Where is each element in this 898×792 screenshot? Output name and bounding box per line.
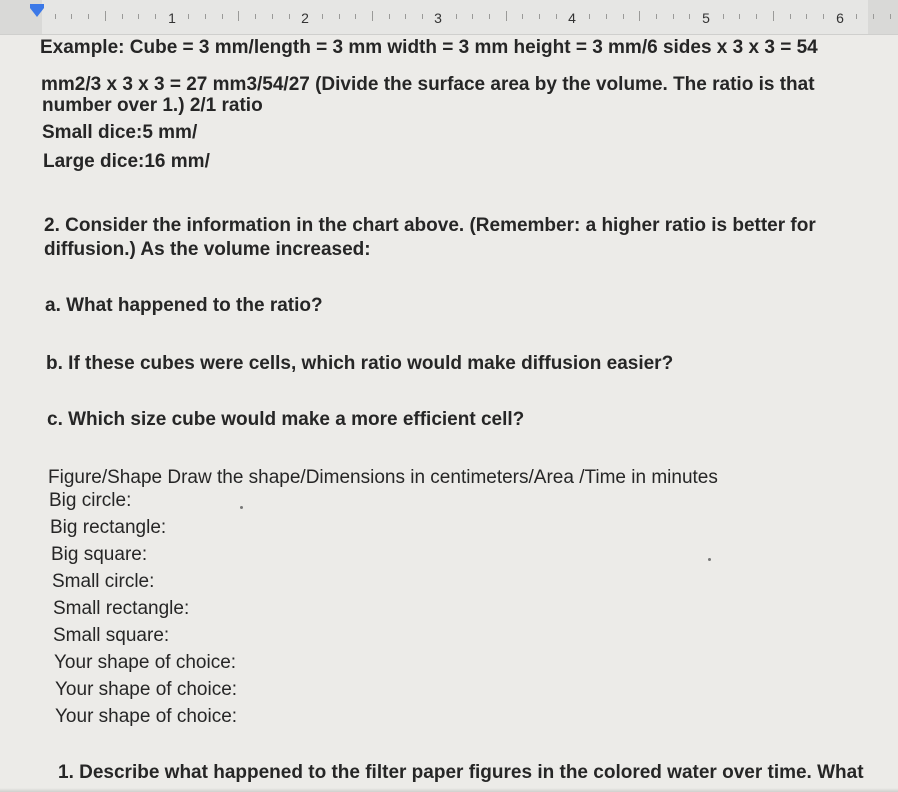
ruler-tick <box>890 14 891 19</box>
dust-speck <box>708 558 711 561</box>
ruler-tick <box>489 14 490 19</box>
ruler-tick <box>238 11 239 21</box>
shape-row-choice-2: Your shape of choice: <box>55 679 238 700</box>
ruler-number-3: 3 <box>434 10 442 26</box>
shape-row-big-square: Big square: <box>51 544 148 565</box>
example-line-1: Example: Cube = 3 mm/length = 3 mm width = 3 mm height = 3 mm/6 sides x 3 x 3 = 54 <box>40 37 818 58</box>
shape-row-big-circle: Big circle: <box>49 490 132 511</box>
question-1: 1. Describe what happened to the filter paper figures in the colored water over time. What <box>58 762 864 783</box>
ruler-tick <box>272 14 273 19</box>
ruler-number-5: 5 <box>702 10 710 26</box>
example-line-2: mm2/3 x 3 x 3 = 27 mm3/54/27 (Divide the surface area by the volume. The ratio is that <box>41 74 815 95</box>
shape-row-choice-1: Your shape of choice: <box>54 652 237 673</box>
large-dice-line: Large dice:16 mm/ <box>43 151 210 172</box>
ruler-tick <box>656 14 657 19</box>
ruler-tick <box>188 14 189 19</box>
ruler-tick <box>790 14 791 19</box>
question-a: a. What happened to the ratio? <box>45 295 323 316</box>
ruler-number-2: 2 <box>301 10 309 26</box>
ruler-tick <box>205 14 206 19</box>
ruler-tick <box>773 11 774 21</box>
question-2-line-1: 2. Consider the information in the chart above. (Remember: a higher ratio is better for <box>44 215 816 236</box>
ruler-tick <box>355 14 356 19</box>
ruler-tick <box>506 11 507 21</box>
ruler-tick <box>673 14 674 19</box>
question-2-line-2: diffusion.) As the volume increased: <box>44 239 371 260</box>
ruler-tick <box>823 14 824 19</box>
ruler-tick <box>639 11 640 21</box>
ruler-tick <box>589 14 590 19</box>
question-c: c. Which size cube would make a more efficient cell? <box>47 409 525 430</box>
dust-speck <box>240 506 243 509</box>
ruler-tick <box>222 14 223 19</box>
small-dice-line: Small dice:5 mm/ <box>42 122 198 143</box>
ruler-tick <box>289 14 290 19</box>
ruler-tick <box>122 14 123 19</box>
ruler-tick <box>339 14 340 19</box>
shape-row-small-circle: Small circle: <box>52 571 155 592</box>
ruler-tick <box>606 14 607 19</box>
ruler-tick <box>689 14 690 19</box>
ruler-tick <box>105 11 106 21</box>
document-page[interactable] <box>0 34 898 792</box>
ruler-tick <box>71 14 72 19</box>
shape-row-small-square: Small square: <box>53 625 170 646</box>
ruler-number-1: 1 <box>168 10 176 26</box>
ruler-tick <box>372 11 373 21</box>
ruler-tick <box>739 14 740 19</box>
shape-row-choice-3: Your shape of choice: <box>55 706 238 727</box>
ruler-tick <box>522 14 523 19</box>
ruler-tick <box>55 14 56 19</box>
shape-table-header: Figure/Shape Draw the shape/Dimensions in centimeters/Area /Time in minutes <box>48 467 718 488</box>
ruler-tick <box>873 14 874 19</box>
ruler-tick <box>756 14 757 19</box>
ruler-tick <box>322 14 323 19</box>
ruler-tick <box>138 14 139 19</box>
ruler-number-6: 6 <box>836 10 844 26</box>
page-edge-shadow <box>0 788 898 792</box>
ruler-tick <box>422 14 423 19</box>
ruler-tick <box>155 14 156 19</box>
ruler-tick <box>723 14 724 19</box>
ruler-tick <box>405 14 406 19</box>
question-b: b. If these cubes were cells, which ratio would make diffusion easier? <box>46 353 674 374</box>
ruler-tick <box>556 14 557 19</box>
ruler-number-4: 4 <box>568 10 576 26</box>
example-line-3: number over 1.) 2/1 ratio <box>42 95 263 116</box>
ruler-tick <box>389 14 390 19</box>
shape-row-big-rectangle: Big rectangle: <box>50 517 167 538</box>
ruler-tick <box>623 14 624 19</box>
ruler-tick <box>806 14 807 19</box>
ruler-tick <box>856 14 857 19</box>
horizontal-ruler[interactable] <box>0 0 898 35</box>
ruler-tick <box>456 14 457 19</box>
shape-row-small-rectangle: Small rectangle: <box>53 598 190 619</box>
left-indent-marker[interactable] <box>30 8 44 17</box>
ruler-tick <box>539 14 540 19</box>
ruler-tick <box>88 14 89 19</box>
ruler-tick <box>472 14 473 19</box>
ruler-tick <box>255 14 256 19</box>
